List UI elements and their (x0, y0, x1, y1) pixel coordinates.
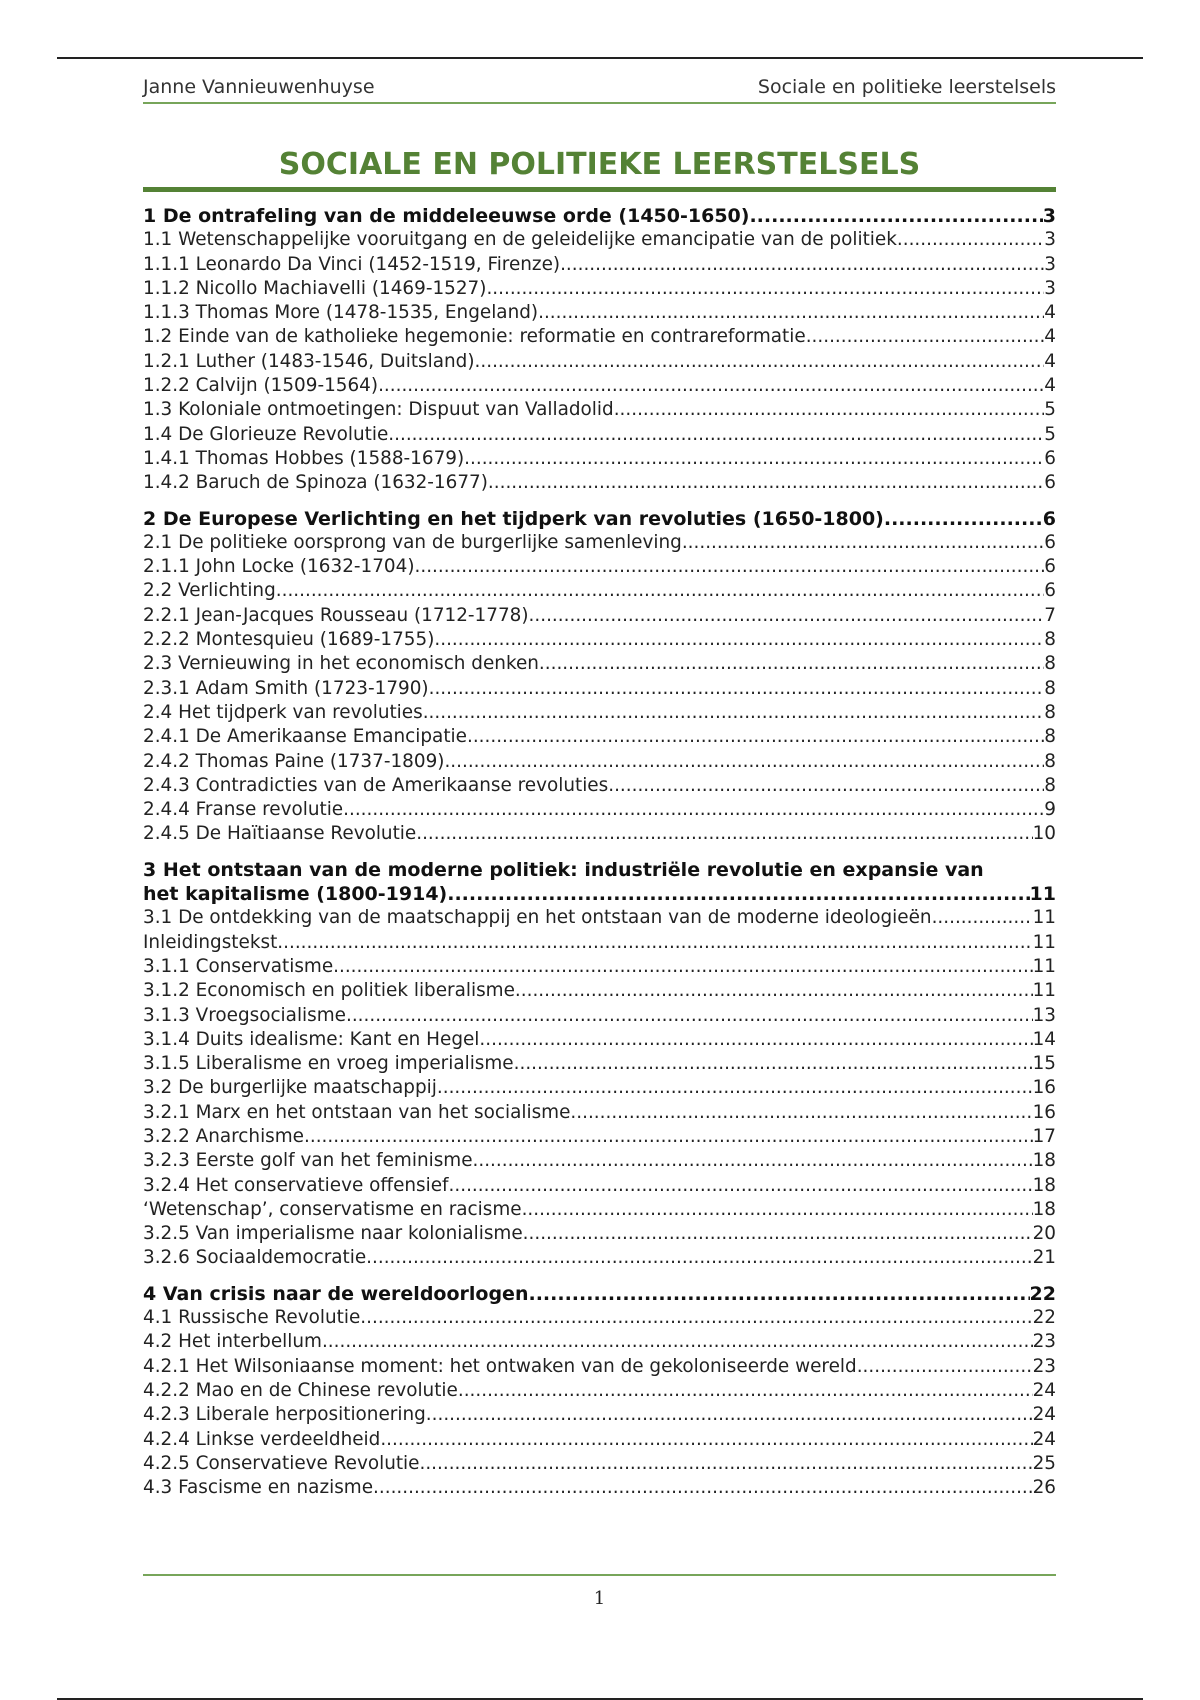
table-of-contents (143, 204, 1056, 1511)
toc-entry-label: 2.3 Vernieuwing in het economisch denken (143, 653, 539, 675)
toc-dot-leader (449, 1174, 1033, 1198)
toc-entry[interactable] (143, 374, 1056, 398)
toc-entry-label: 2.4.5 De Haïtiaanse Revolutie (143, 823, 417, 845)
toc-entry[interactable] (143, 628, 1056, 652)
toc-entry[interactable] (143, 906, 1056, 930)
toc-entry[interactable] (143, 1052, 1056, 1076)
toc-entry-label: 2.1.1 John Locke (1632-1704) (143, 556, 415, 578)
toc-entry[interactable] (143, 1428, 1056, 1452)
page-number: 1 (593, 1588, 606, 1609)
toc-page-number: 20 (1032, 1223, 1056, 1245)
toc-entry-label: 2.3.1 Adam Smith (1723-1790) (143, 677, 429, 699)
toc-entry-label: 4.2.1 Het Wilsoniaanse moment: het ontwaken van de gekoloniseerde wereld (143, 1355, 857, 1377)
toc-entry-label: 3.1.1 Conservatisme (143, 955, 334, 977)
toc-page-number: 8 (1044, 750, 1056, 772)
toc-chapter-title-line[interactable]: 3 Het ontstaan van de moderne politiek: industriële revolutie en expansie van (143, 858, 984, 881)
toc-dot-leader (560, 253, 1044, 277)
toc-page-number: 6 (1044, 556, 1056, 578)
toc-entry-label: 2.4 Het tijdperk van revoluties (143, 701, 423, 723)
toc-entry-label: 1.3 Koloniale ontmoetingen: Dispuut van Valladolid (143, 399, 614, 421)
toc-page-number: 11 (1032, 907, 1056, 929)
toc-page-number: 25 (1032, 1452, 1056, 1474)
toc-page-number: 13 (1032, 1004, 1056, 1026)
toc-page-number: 6 (1044, 531, 1056, 553)
toc-page-number: 15 (1032, 1053, 1056, 1075)
toc-dot-leader (488, 471, 1044, 495)
toc-entry-label: 4 Van crisis naar de wereldoorlogen (143, 1282, 529, 1305)
toc-entry-label: 4.3 Fascisme en nazisme (143, 1477, 374, 1499)
toc-entry-label: 2.4.1 De Amerikaanse Emancipatie (143, 726, 467, 748)
toc-page-number: 6 (1044, 580, 1056, 602)
toc-page-number: 23 (1032, 1331, 1056, 1353)
toc-dot-leader (539, 652, 1044, 676)
toc-chapter-entry[interactable] (143, 882, 1056, 906)
toc-dot-leader (304, 1125, 1033, 1149)
toc-entry[interactable] (143, 979, 1056, 1003)
toc-page-number: 6 (1044, 447, 1056, 469)
toc-page-number: 3 (1044, 253, 1056, 275)
toc-page-number: 8 (1044, 774, 1056, 796)
toc-entry-label: 3.2.1 Marx en het ontstaan van het socialisme (143, 1101, 571, 1123)
toc-entry-label: 3.1 De ontdekking van de maatschappij en het ontstaan van de moderne ideologieën (143, 907, 932, 929)
toc-entry-label: 1.2 Einde van de katholieke hegemonie: reformatie en contrareformatie (143, 326, 806, 348)
toc-dot-leader (388, 423, 1044, 447)
toc-entry-label: 3.1.5 Liberalisme en vroeg imperialisme (143, 1053, 514, 1075)
toc-page-number: 6 (1044, 472, 1056, 494)
toc-page-number: 8 (1044, 701, 1056, 723)
toc-entry-label: 2.2.2 Montesquieu (1689-1755) (143, 629, 435, 651)
toc-dot-leader (932, 906, 1033, 930)
toc-dot-leader (538, 301, 1044, 325)
toc-entry[interactable] (143, 423, 1056, 447)
toc-page-number: 3 (1044, 229, 1056, 251)
toc-dot-leader (570, 1101, 1032, 1125)
toc-dot-leader (447, 882, 1029, 906)
toc-dot-leader (614, 398, 1045, 422)
toc-entry[interactable] (143, 1330, 1056, 1354)
toc-entry-label: 1.2.2 Calvijn (1509-1564) (143, 375, 379, 397)
toc-page-number: 8 (1044, 653, 1056, 675)
toc-dot-leader (528, 1282, 1029, 1306)
toc-chapter-entry[interactable] (143, 507, 1056, 531)
toc-page-number: 11 (1032, 931, 1056, 953)
toc-entry[interactable] (143, 1125, 1056, 1149)
toc-entry[interactable] (143, 955, 1056, 979)
toc-entry[interactable] (143, 555, 1056, 579)
toc-dot-leader (346, 1004, 1033, 1028)
toc-dot-leader (426, 1403, 1033, 1427)
toc-entry-label: 1.4 De Glorieuze Revolutie (143, 423, 389, 445)
toc-page-number: 4 (1044, 350, 1056, 372)
toc-page-number: 8 (1044, 629, 1056, 651)
page-header (143, 72, 1056, 104)
toc-dot-leader (486, 277, 1044, 301)
toc-entry[interactable] (143, 1452, 1056, 1476)
toc-entry-label: 3.2 De burgerlijke maatschappij (143, 1077, 437, 1099)
toc-page-number: 11 (1032, 980, 1056, 1002)
toc-entry-label: 4.2.5 Conservatieve Revolutie (143, 1452, 420, 1474)
toc-entry-label: 3.1.3 Vroegsocialisme (143, 1004, 346, 1026)
toc-page-number: 16 (1032, 1077, 1056, 1099)
toc-entry-label: 1.4.1 Thomas Hobbes (1588-1679) (143, 447, 465, 469)
page-footer (143, 1574, 1056, 1609)
toc-page-number: 22 (1032, 1307, 1056, 1329)
page-top-border (57, 57, 1143, 59)
toc-dot-leader (515, 979, 1033, 1003)
toc-entry[interactable] (143, 1174, 1056, 1198)
toc-entry-label: 4.2.2 Mao en de Chinese revolutie (143, 1379, 458, 1401)
toc-entry-label: 1.4.2 Baruch de Spinoza (1632-1677) (143, 472, 488, 494)
toc-entry[interactable] (143, 447, 1056, 471)
toc-entry[interactable] (143, 1004, 1056, 1028)
toc-section (143, 858, 1056, 1271)
toc-entry-label: 2.2 Verlichting (143, 580, 276, 602)
toc-dot-leader (380, 1428, 1032, 1452)
toc-dot-leader (444, 750, 1044, 774)
toc-entry[interactable] (143, 1028, 1056, 1052)
toc-entry-label: 1.2.1 Luther (1483-1546, Duitsland) (143, 350, 475, 372)
toc-entry-label: 4.1 Russische Revolutie (143, 1307, 361, 1329)
toc-dot-leader (529, 604, 1045, 628)
toc-section (143, 507, 1056, 847)
toc-entry[interactable] (143, 301, 1056, 325)
toc-entry[interactable] (143, 725, 1056, 749)
toc-dot-leader (343, 798, 1044, 822)
toc-dot-leader (514, 1052, 1033, 1076)
toc-dot-leader (682, 531, 1044, 555)
toc-entry[interactable] (143, 798, 1056, 822)
toc-entry[interactable] (143, 228, 1056, 252)
toc-page-number: 9 (1044, 799, 1056, 821)
toc-entry[interactable] (143, 1076, 1056, 1100)
toc-dot-leader (857, 1355, 1033, 1379)
toc-page-number: 6 (1042, 507, 1056, 530)
toc-entry[interactable] (143, 277, 1056, 301)
toc-section (143, 204, 1056, 496)
toc-page-number: 23 (1032, 1355, 1056, 1377)
toc-page-number: 16 (1032, 1101, 1056, 1123)
toc-entry[interactable] (143, 1355, 1056, 1379)
toc-dot-leader (416, 822, 1032, 846)
toc-entry[interactable] (143, 822, 1056, 846)
toc-entry[interactable] (143, 701, 1056, 725)
toc-entry-label: 2.1 De politieke oorsprong van de burgerlijke samenleving (143, 531, 682, 553)
toc-chapter-entry[interactable] (143, 204, 1056, 228)
toc-page-number: 3 (1044, 277, 1056, 299)
toc-dot-leader (464, 447, 1044, 471)
toc-dot-leader (523, 1222, 1033, 1246)
toc-dot-leader (608, 774, 1044, 798)
toc-dot-leader (749, 204, 1042, 228)
toc-page-number: 18 (1032, 1198, 1056, 1220)
toc-page-number: 22 (1029, 1282, 1056, 1305)
toc-entry[interactable] (143, 471, 1056, 495)
toc-page-number: 5 (1044, 423, 1056, 445)
toc-page-number: 18 (1032, 1174, 1056, 1196)
header-author: Janne Vannieuwenhuyse (143, 76, 375, 98)
toc-dot-leader (473, 1149, 1033, 1173)
toc-page-number: 24 (1032, 1404, 1056, 1426)
toc-entry-label: 1.1 Wetenschappelijke vooruitgang en de geleidelijke emancipatie van de politiek (143, 229, 897, 251)
toc-entry-label: 4.2 Het interbellum (143, 1331, 322, 1353)
toc-dot-leader (322, 1330, 1033, 1354)
toc-entry-label: 4.2.4 Linkse verdeeldheid (143, 1428, 381, 1450)
toc-dot-leader (415, 555, 1045, 579)
toc-page-number: 21 (1032, 1247, 1056, 1269)
toc-entry-label: 3.2.5 Van imperialisme naar kolonialisme (143, 1223, 523, 1245)
toc-entry-label: 1.1.1 Leonardo Da Vinci (1452-1519, Firenze) (143, 253, 561, 275)
toc-dot-leader (373, 1476, 1033, 1500)
toc-page-number: 5 (1044, 399, 1056, 421)
toc-entry-label: 3.2.3 Eerste golf van het feminisme (143, 1150, 473, 1172)
toc-dot-leader (458, 1379, 1033, 1403)
toc-entry[interactable] (143, 750, 1056, 774)
toc-entry[interactable] (143, 1306, 1056, 1330)
toc-dot-leader (897, 228, 1044, 252)
toc-entry-label: 2.4.2 Thomas Paine (1737-1809) (143, 750, 445, 772)
toc-dot-leader (429, 677, 1045, 701)
toc-page-number: 4 (1044, 375, 1056, 397)
toc-dot-leader (437, 1076, 1033, 1100)
toc-dot-leader (366, 1246, 1032, 1270)
toc-entry-label: 3.1.2 Economisch en politiek liberalisme (143, 980, 515, 1002)
toc-chapter-entry[interactable] (143, 1282, 1056, 1306)
toc-entry[interactable] (143, 531, 1056, 555)
toc-entry-label: ‘Wetenschap’, conservatisme en racisme (143, 1198, 522, 1220)
toc-entry[interactable] (143, 1149, 1056, 1173)
toc-dot-leader (806, 325, 1045, 349)
toc-entry-label: 2.4.4 Franse revolutie (143, 799, 344, 821)
toc-dot-leader (277, 931, 1032, 955)
toc-dot-leader (423, 701, 1045, 725)
toc-entry-label: Inleidingstekst (143, 931, 278, 953)
toc-page-number: 10 (1032, 823, 1056, 845)
toc-dot-leader (884, 507, 1043, 531)
toc-dot-leader (378, 374, 1044, 398)
toc-entry-label: 3.2.2 Anarchisme (143, 1125, 304, 1147)
toc-entry[interactable] (143, 579, 1056, 603)
toc-entry[interactable] (143, 398, 1056, 422)
toc-entry[interactable] (143, 350, 1056, 374)
toc-entry-label: 2.2.1 Jean-Jacques Rousseau (1712-1778) (143, 604, 529, 626)
toc-entry[interactable] (143, 604, 1056, 628)
toc-dot-leader (360, 1306, 1032, 1330)
toc-entry[interactable] (143, 1101, 1056, 1125)
toc-entry[interactable] (143, 1403, 1056, 1427)
toc-section (143, 1282, 1056, 1501)
toc-entry[interactable] (143, 1198, 1056, 1222)
toc-entry-label: 3.1.4 Duits idealisme: Kant en Hegel (143, 1028, 480, 1050)
toc-entry-label: het kapitalisme (1800-1914) (143, 883, 448, 906)
toc-entry[interactable] (143, 774, 1056, 798)
toc-page-number: 11 (1032, 955, 1056, 977)
header-course: Sociale en politieke leerstelsels (757, 76, 1056, 98)
toc-entry[interactable] (143, 1476, 1056, 1500)
toc-page-number: 8 (1044, 677, 1056, 699)
toc-page-number: 24 (1032, 1428, 1056, 1450)
toc-entry-label: 2.4.3 Contradicties van de Amerikaanse revoluties (143, 774, 609, 796)
toc-entry-label: 1 De ontrafeling van de middeleeuwse orde (1450-1650) (143, 205, 750, 227)
toc-page-number: 4 (1044, 302, 1056, 324)
toc-dot-leader (419, 1452, 1032, 1476)
toc-dot-leader (522, 1198, 1033, 1222)
toc-entry[interactable] (143, 1246, 1056, 1270)
toc-entry[interactable] (143, 1222, 1056, 1246)
toc-entry[interactable] (143, 1379, 1056, 1403)
toc-page-number: 11 (1029, 883, 1056, 906)
toc-entry-label: 1.1.3 Thomas More (1478-1535, Engeland) (143, 302, 539, 324)
toc-entry-label: 3.2.6 Sociaaldemocratie (143, 1247, 367, 1269)
toc-page-number: 17 (1032, 1125, 1056, 1147)
toc-dot-leader (434, 628, 1044, 652)
toc-dot-leader (333, 955, 1032, 979)
toc-page-number: 18 (1032, 1150, 1056, 1172)
toc-page-number: 26 (1032, 1477, 1056, 1499)
toc-entry-label: 3.2.4 Het conservatieve offensief (143, 1174, 449, 1196)
toc-entry-label: 4.2.3 Liberale herpositionering (143, 1404, 426, 1426)
toc-dot-leader (276, 579, 1045, 603)
toc-page-number: 4 (1044, 326, 1056, 348)
toc-dot-leader (479, 1028, 1032, 1052)
toc-entry[interactable] (143, 677, 1056, 701)
document-title: SOCIALE EN POLITIEKE LEERSTELSELS (143, 145, 1056, 192)
toc-page-number: 24 (1032, 1379, 1056, 1401)
toc-page-number: 14 (1032, 1028, 1056, 1050)
toc-page-number: 7 (1044, 604, 1056, 626)
toc-page-number: 8 (1044, 726, 1056, 748)
toc-entry[interactable] (143, 931, 1056, 955)
toc-page-number: 3 (1042, 205, 1056, 227)
toc-entry-label: 2 De Europese Verlichting en het tijdperk van revoluties (1650-1800) (143, 507, 884, 530)
toc-dot-leader (467, 725, 1044, 749)
toc-entry[interactable] (143, 652, 1056, 676)
toc-entry[interactable] (143, 325, 1056, 349)
toc-entry-label: 1.1.2 Nicollo Machiavelli (1469-1527) (143, 277, 487, 299)
toc-entry[interactable] (143, 253, 1056, 277)
toc-dot-leader (475, 350, 1045, 374)
